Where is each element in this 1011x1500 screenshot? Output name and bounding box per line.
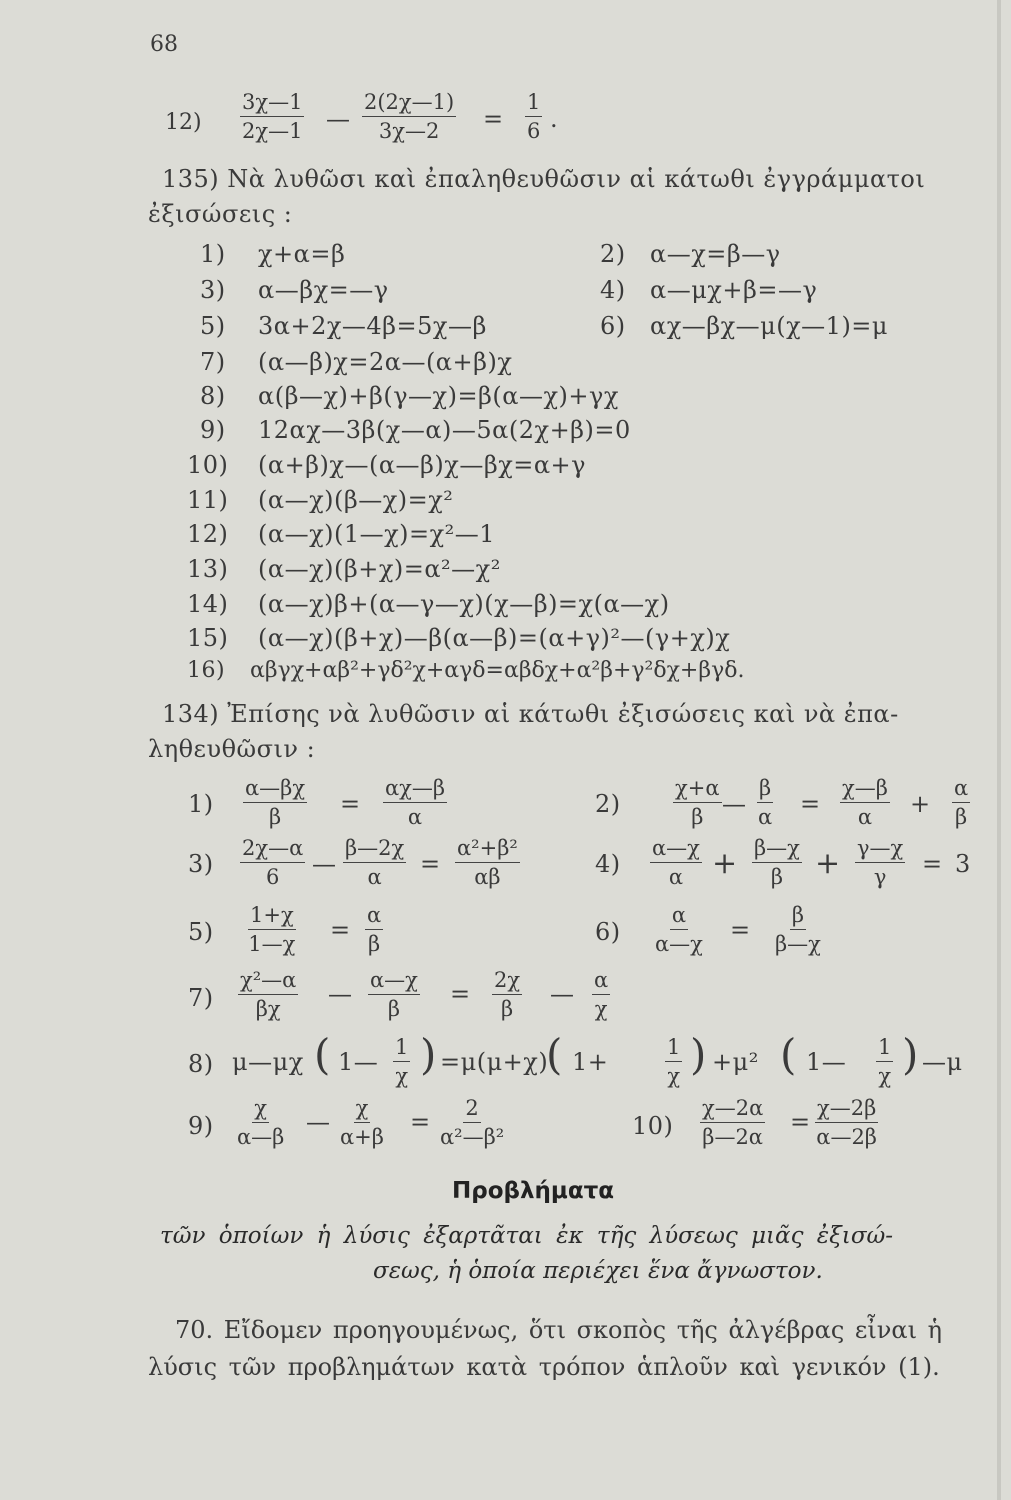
equals-sign: = [420,850,441,878]
denominator: β [368,932,381,956]
ex12-frac-1 [240,92,304,142]
ex135-item-label: 5) [200,312,226,340]
numerator: 1 [665,1037,682,1062]
denominator: α [407,805,423,829]
denominator: α—2β [816,1125,877,1149]
ex135-item-label: 14) [187,590,229,618]
denominator: α—β [237,1125,285,1149]
denominator: α [857,805,873,829]
numerator: α [670,905,688,930]
numerator: 2(2χ—1) [362,92,456,117]
numerator: β—2χ [343,838,406,863]
fraction [855,838,905,888]
numerator: α [592,970,610,995]
fraction [248,905,296,955]
denominator: χ [878,1064,892,1088]
denominator: β [955,805,968,829]
eq-label: 7) [188,984,214,1012]
ex135-item-equation: (α—β)χ=2α—(α+β)χ [258,348,513,376]
numerator: α—χ [650,838,702,863]
fraction [840,778,890,828]
fraction [665,1037,682,1087]
denominator: α—χ [655,932,703,956]
fraction [243,778,307,828]
eq-label: 3) [188,850,214,878]
numerator: β—χ [752,838,802,863]
denominator: β—2α [702,1125,763,1149]
ex135-item-equation: χ+α=β [258,240,346,268]
minus-sign: — [722,790,746,818]
fraction [440,1098,504,1148]
eq-label: 9) [188,1112,214,1140]
denominator: α [367,865,382,889]
left-paren: ( [780,1030,797,1079]
fraction [368,970,420,1020]
term: 1+ [572,1048,609,1076]
numerator: 3χ—1 [240,92,304,117]
numerator: 2χ—α [240,838,305,863]
equals-sign: = [922,850,943,878]
fraction [876,1037,893,1087]
fraction [492,970,522,1020]
equals-sign: = [483,105,504,133]
ex135-item-label: 10) [187,451,229,479]
ex135-item-equation: 12αχ—3β(χ—α)—5α(2χ+β)=0 [258,416,631,444]
equals-sign: = [330,916,351,944]
page-edge [997,0,1001,1500]
ex135-item-equation: 3α+2χ—4β=5χ—β [258,312,487,340]
term: =μ(μ+χ) [440,1048,549,1076]
denominator: β [500,997,514,1021]
period: . [550,105,558,133]
numerator: αχ—β [383,778,447,803]
ex135-item-equation: (α—χ)(β+χ)—β(α—β)=(α+γ)²—(γ+χ)χ [258,624,731,652]
numerator: β [757,778,773,803]
fraction [775,905,821,955]
denominator: α+β [340,1125,384,1149]
numerator: χ—2α [700,1098,765,1123]
numerator: χ [252,1098,269,1123]
minus-sign: — [312,850,336,878]
ex135-item-equation: αβγχ+αβ²+γδ²χ+αγδ=αβδχ+α²β+γ²δχ+βγδ. [250,658,745,683]
denominator: β [691,805,704,829]
eq-label: 1) [188,790,214,818]
denominator: β—χ [775,932,821,956]
fraction [650,838,702,888]
numerator: α [952,778,970,803]
denominator: 6 [527,119,541,143]
ex135-item-equation: α—βχ=—γ [258,276,389,304]
ex134-intro-line-1: 134) Ἐπίσης νὰ λυθῶσιν αἱ κάτωθι ἐξισώσεις καὶ νὰ ἐπα- [162,700,899,728]
ex135-item-equation: (α—χ)(β+χ)=α²—χ² [258,555,501,583]
ex12-label: 12) [165,110,202,135]
ex135-item-equation: α—χ=β—γ [650,240,781,268]
fraction [237,1098,284,1148]
denominator: 2χ—1 [242,119,303,143]
eq-label: 6) [595,918,621,946]
denominator: α [757,805,773,829]
ex135-item-label: 1) [200,240,226,268]
fraction [393,1037,410,1087]
term: 1— [806,1048,847,1076]
ex135-item-label: 9) [200,416,226,444]
term: +μ² [712,1048,759,1076]
denominator: χ [594,997,608,1021]
numerator: α—βχ [243,778,307,803]
ex135-item-label: 15) [187,624,229,652]
denominator: 1—χ [248,932,296,956]
numerator: χ+α [673,778,722,803]
ex135-item-equation: α(β—χ)+β(γ—χ)=β(α—χ)+γχ [258,382,619,410]
term: —μ [922,1048,963,1076]
section-subtitle-line-1: τῶν ὁποίων ἡ λύσις ἐξαρτᾶται ἐκ τῆς λύσεως μιᾶς ἐξισώ- [160,1223,894,1249]
page-number: 68 [150,32,178,57]
numerator: β [790,905,806,930]
fraction [700,1098,765,1148]
ex135-item-equation: (α—χ)(β—χ)=χ² [258,486,454,514]
section-title: Προβλήματα [452,1178,615,1204]
rhs-value: 3 [955,850,971,878]
ex135-item-equation: (α—χ)(1—χ)=χ²—1 [258,520,496,548]
fraction [815,1098,878,1148]
ex135-item-label: 7) [200,348,226,376]
right-paren: ) [902,1030,919,1079]
numerator: χ²—α [238,970,298,995]
denominator: β [770,865,783,889]
left-paren: ( [314,1030,331,1079]
numerator: 1 [876,1037,893,1062]
numerator: 1 [525,92,542,117]
fraction [340,1098,384,1148]
denominator: χ [395,1064,409,1088]
fraction [757,778,773,828]
numerator: χ [354,1098,371,1123]
denominator: 6 [265,865,280,889]
right-paren: ) [690,1030,707,1079]
equals-sign: = [340,790,361,818]
numerator: 1+χ [248,905,296,930]
denominator: α [668,865,684,889]
equals-sign: = [730,916,751,944]
denominator: β [387,997,401,1021]
fraction [238,970,298,1020]
eq-label: 2) [595,790,621,818]
eq-label: 5) [188,918,214,946]
denominator: βχ [255,997,281,1021]
ex135-item-equation: αχ—βχ—μ(χ—1)=μ [650,312,889,340]
fraction [240,838,305,888]
numerator: γ—χ [855,838,905,863]
fraction [592,970,610,1020]
fraction [673,778,722,828]
numerator: 1 [393,1037,410,1062]
term: 1— [338,1048,379,1076]
denominator: α²—β² [440,1125,505,1149]
fraction [365,905,383,955]
numerator: 2χ [492,970,522,995]
eq-label: 10) [632,1112,674,1140]
fraction [752,838,802,888]
fraction [655,905,703,955]
numerator: α²+β² [455,838,520,863]
eq-label: 4) [595,850,621,878]
numerator: χ—β [840,778,890,803]
ex135-item-label: 8) [200,382,226,410]
denominator: 3χ—2 [378,119,440,143]
ex134-intro-line-2: ληθευθῶσιν : [148,735,316,763]
equals-sign: = [790,1108,811,1136]
right-paren: ) [420,1030,437,1079]
ex135-item-equation: (α+β)χ—(α—β)χ—βχ=α+γ [258,451,586,479]
ex12-frac-3 [525,92,542,142]
numerator: χ—2β [815,1098,878,1123]
ex135-item-label: 11) [187,486,229,514]
denominator: γ [873,865,887,889]
numerator: 2 [463,1098,480,1123]
plus-sign: + [815,846,841,881]
minus-sign: — [306,1108,330,1136]
equals-sign: = [410,1108,431,1136]
minus-sign: — [326,105,350,133]
paragraph-70-line-2: λύσις τῶν προβλημάτων κατὰ τρόπον ἁπλοῦν καὶ γενικόν (1). [148,1353,940,1381]
ex135-item-label: 2) [600,240,626,268]
minus-sign: — [550,980,574,1008]
fraction [952,778,970,828]
plus-sign: + [910,790,931,818]
fraction [455,838,520,888]
denominator: β [268,805,282,829]
equals-sign: = [450,980,471,1008]
numerator: α [365,905,383,930]
ex135-item-label: 13) [187,555,229,583]
plus-sign: + [712,846,738,881]
ex135-item-label: 3) [200,276,226,304]
ex135-item-label: 6) [600,312,626,340]
ex135-item-equation: α—μχ+β=—γ [650,276,818,304]
equals-sign: = [800,790,821,818]
ex135-item-label: 12) [187,520,229,548]
minus-sign: — [328,980,352,1008]
left-paren: ( [546,1030,563,1079]
fraction [383,778,447,828]
ex135-intro-line-2: ἐξισώσεις : [148,200,293,228]
ex135-item-label: 4) [600,276,626,304]
denominator: αβ [474,865,501,889]
ex12-frac-2 [362,92,456,142]
denominator: χ [667,1064,681,1088]
ex135-intro-line-1: 135) Νὰ λυθῶσι καὶ ἐπαληθευθῶσιν αἱ κάτωθι ἐγγράμματοι [162,165,926,193]
term: μ—μχ [232,1048,304,1076]
fraction [343,838,406,888]
section-subtitle-line-2: σεως, ἡ ὁποία περιέχει ἕνα ἄγνωστον. [373,1258,823,1284]
numerator: α—χ [368,970,420,995]
eq-label: 8) [188,1050,214,1078]
ex135-item-equation: (α—χ)β+(α—γ—χ)(χ—β)=χ(α—χ) [258,590,670,618]
ex135-item-label: 16) [187,658,226,683]
paragraph-70-line-1: 70. Εἴδομεν προηγουμένως, ὅτι σκοπὸς τῆς ἀλγέβρας εἶναι ἡ [175,1316,942,1344]
